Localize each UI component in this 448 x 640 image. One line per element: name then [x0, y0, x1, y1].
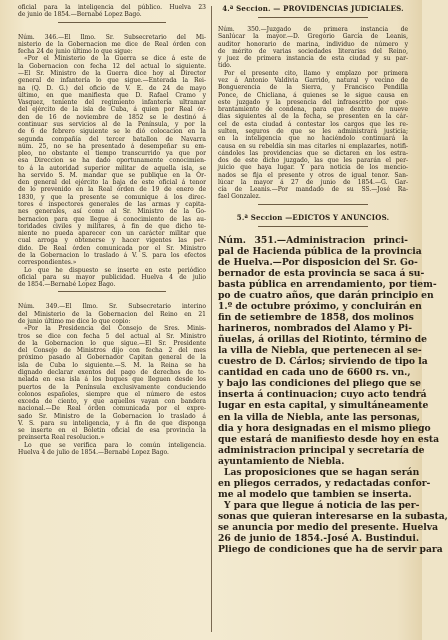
text-line: cantidad en cada uno de 6600 rs. vn.,: [218, 367, 411, 379]
right-column: [218, 0, 448, 556]
separator-rule: [258, 17, 368, 18]
text-line: na (Q. D. G.) del oficio de V. E. de 24 de mayo: [18, 84, 206, 92]
text-line: de la Gobernacion lo que sigue.—El Sr. Presidente: [18, 339, 206, 347]
notice-346: [18, 34, 206, 289]
text-line: brantamiento de condena, para que dentro de nueve: [218, 106, 408, 114]
text-line: exceda de ciento, y que aquellos vayan con bandera: [18, 398, 206, 406]
text-line: me al modelo que tambien se inserta.: [218, 488, 412, 500]
text-line: del Ministerio de la Gobernacion del Reino en 21: [18, 310, 206, 318]
intro-text: [18, 4, 206, 19]
text-line: den de 16 de noviembre de 1852 se le destinó á: [18, 113, 206, 121]
text-line: Sanlúcar la mayor.—D. Gregorio García de Leanis,: [218, 33, 408, 41]
text-line: isla de Cuba lo siguiente.—S. M. la Reina se ha: [18, 361, 206, 369]
text-line: esa Direccion se ha dado oportunamente conocimien-: [18, 157, 206, 165]
text-line: de lo prevenido en la Real órden de 19 de enero de: [18, 186, 206, 194]
text-line: pal de Hacienda pública de la provincia: [218, 245, 422, 257]
column-divider: [211, 6, 212, 632]
section-judicial-heading: 4.ª Seccion. — PROVIDENCIAS JUDICIALES.: [222, 4, 404, 13]
text-line: puertos de la Península exclusivamente conduciendo: [18, 383, 206, 391]
text-line: la villa de Niebla, que pertenecen al se-: [218, 345, 422, 357]
section-edicts-heading: 5.ª Seccion —EDICTOS Y ANUNCIOS.: [236, 212, 390, 222]
text-line: nelada en esa isla á los buques que lleguen desde los: [18, 376, 206, 384]
text-line: inserta á continuacion; cuyo acto tendrá: [218, 389, 427, 401]
text-line: harineros, nombrados del Alamo y Pi-: [218, 323, 413, 335]
left-column: [18, 0, 206, 456]
text-line: Núm. 346.—El Ilmo. Sr. Subsecretario del Mi-: [18, 33, 206, 41]
text-line: sado Sr. Ministro de la Gobernacion lo traslado á: [18, 412, 206, 420]
text-line: dido. De Real órden comunicada por el Sr. Ministro: [18, 244, 206, 252]
separator-rule: [258, 226, 368, 227]
text-line: administracion principal y secretaría de: [218, 444, 425, 456]
text-line: en la inteligencia que no haciéndolo continuará la: [218, 135, 408, 143]
text-line: que estará de manifiesto desde hoy en esta: [218, 433, 440, 445]
text-line: próximo pasado al Gobernador Capitan general de la: [18, 354, 206, 362]
notice-350: [218, 26, 408, 201]
text-line: general de infantería lo que sigue.—Enterada la Rei-: [18, 77, 206, 85]
text-line: colonos españoles, siempre que el número de estos: [18, 390, 206, 398]
text-line: Núm. 350.—Juzgado de primera instancia de: [218, 26, 408, 33]
text-line: auditor honorario de marina, individuo de número y: [218, 40, 408, 48]
text-line: del Consejo de Ministros dijo con fecha 2 del mes: [18, 347, 206, 355]
text-line: nacional.—De Real órden comunicada por el expre-: [18, 405, 206, 413]
text-line: último, en que manifiesta que D. Rafael Cramo y: [18, 91, 206, 99]
text-line: lúcar la mayor á 27 de junio de 1854.—G. Gar-: [218, 178, 408, 186]
separator-rule: [58, 22, 166, 23]
notice-351: [218, 234, 448, 556]
text-line: dia y hora designadas en el mismo pliego: [218, 422, 431, 434]
text-line: núm. 25, no se ha presentado á desempeñar su em-: [18, 142, 206, 150]
text-line: V. S. para su inteligencia, y á fin de que disponga: [18, 419, 206, 427]
text-line: sonas que quieran interesarse en la subasta,: [218, 510, 448, 522]
text-line: Las proposiciones que se hagan serán: [224, 466, 420, 478]
text-line: fael Gonzalez.: [218, 193, 261, 201]
text-line: en pliegos cerrados, y redactadas confor-: [218, 477, 431, 489]
text-line: 1.º de octubre próximo, y concluirán en: [218, 301, 422, 313]
text-line: Y para que llegue á noticia de las per-: [224, 499, 420, 511]
text-line: Núm. 351.—Administracion princi-: [218, 234, 408, 246]
text-line: de la Gobernacion lo traslado á V. S. para los efectos: [18, 252, 206, 259]
text-line: den general del ejército la baja de este oficial á tenor: [18, 179, 206, 187]
text-line: dignado declarar exentos del pago de derechos de to-: [18, 368, 206, 376]
text-line: sulten, seguros de que se les administrará justicia;: [218, 127, 408, 135]
text-line: —El Sr. Ministro de la Guerra dice hoy al Director: [18, 69, 206, 77]
text-line: cual arroga y obtenerse y hacer vigentes las per-: [18, 237, 206, 245]
text-line: tores é inspectores generales de las armas y capita-: [18, 201, 206, 209]
text-line: preinserta Real resolucion.»: [18, 434, 105, 442]
text-line: dias siguientes al de la fecha, se presenten en la cár-: [218, 113, 408, 121]
text-line: cía de Leanis.—Por mandado de su SS.—José Ra-: [218, 186, 408, 194]
text-line: basta pública en arrendamiento, por tiem-: [218, 278, 437, 290]
text-line: y bajo las condiciones del pliego que se: [218, 378, 421, 390]
text-line: Lo que he dispuesto se inserte en este periódico: [24, 266, 206, 274]
text-line: Bonguerencia de la Sierra, y Francisco Pendilla: [218, 84, 408, 92]
text-line: continuar sus servicios al de la Península, y por la: [18, 120, 206, 128]
text-line: Ponce, de Chicliana, á quienes se le sigue causa en: [218, 91, 408, 99]
text-line: y juez de primera instancia de esta ciudad y su par-: [218, 55, 408, 63]
text-line: tros se dice con fecha 5 del actual al Sr. Ministro: [18, 332, 206, 340]
text-line: la Gobernacion con fecha 12 del actual lo siguiente.: [18, 62, 206, 70]
separator-rule: [258, 204, 368, 205]
text-line: del ejército de la isla de Cuba, á quien por Real ór-: [18, 106, 206, 114]
text-line: dos de este dicho juzgado, las que les pararán el per-: [218, 157, 408, 165]
text-line: pleo, no obstante el tiempo transcurrido ya que por: [18, 150, 206, 158]
text-line: Vasquez, teniente del regimiento infantería ultramar: [18, 99, 206, 107]
text-line: bernacion para que llegue á conocimiento de las au-: [18, 215, 206, 223]
text-line: ayuntamiento de Niebla.: [218, 455, 345, 467]
text-line: 26 de junio de 1854.-José A. Bustindui.: [218, 533, 420, 545]
text-line: este juzgado y la presencia del infraescrito por que-: [218, 98, 408, 106]
text-line: cándoles las providencias que se dictaren en los estra-: [218, 149, 408, 157]
text-line: bernador de esta provincia se saca á su-: [218, 267, 425, 279]
text-line: ñuelas, á orillas del Riotinto, término de: [218, 334, 427, 346]
notice-349: [18, 303, 206, 456]
text-line: po de cuatro años, que darán principio en: [218, 289, 434, 301]
text-line: cuestro de D. Cárlos; sirviendo de tipo la: [218, 356, 428, 368]
separator-rule: [58, 291, 166, 292]
text-line: lugar en esta capital, y simultáneamente: [218, 400, 429, 412]
text-line: Pliego de condiciones que ha de servir para: [218, 544, 443, 556]
text-line: «Por el Ministerio de la Guerra se dice á este de: [24, 55, 206, 63]
text-line: ha servido S. M. mandar que se publique en la Ór-: [18, 171, 206, 179]
text-line: niente no pueda aparecer con un carácter militar que: [18, 230, 206, 238]
text-line: vez á Antonio Valdivia Garrido, natural y vecino de: [218, 76, 408, 84]
text-line: toridades civiles y militares, á fin de que dicho te-: [18, 222, 206, 230]
text-line: nados se fija el presente y otros de igual tenor. San-: [218, 171, 408, 179]
text-line: juicio que haya lugar. Y para noticia de los mencio-: [218, 164, 408, 172]
text-line: en la villa de Niebla, ante las personas,: [218, 411, 420, 423]
text-line: de 6 de febrero siguiente se le dió colocacion en la: [18, 128, 206, 136]
text-line: se anuncia por medio del presente. Huelva: [218, 521, 439, 533]
text-line: correspondientes.»: [18, 259, 77, 267]
text-line: to á la autoridad superior militar de aquella isla, se: [18, 164, 206, 172]
text-line: segunda compañía del tercer batallon de Navarra: [18, 135, 206, 143]
text-line: de Huelva.—Por disposicion del Sr. Go-: [218, 256, 418, 268]
text-line: nes generales, así como al Sr. Ministro de la Go-: [18, 208, 206, 216]
text-line: se inserte en el Boletin oficial de esa provincia la: [18, 427, 206, 435]
text-line: Núm. 349.—El Ilmo. Sr. Subsecretario interino: [18, 303, 206, 311]
text-line: Huelva 4 de julio de 1854.—Bernabé Lopez Bago.: [18, 449, 169, 457]
text-line: oficial para su mayor publicidad. Huelva 4 de julio: [18, 273, 206, 281]
text-line: 1830, y que la presente se comunique á los direc-: [18, 193, 206, 201]
text-line: de junio de 1854.—Bernabé Lopez Bago.: [18, 11, 142, 19]
text-line: tido.: [218, 62, 232, 70]
text-line: Por el presente cito, llamo y emplazo por primera: [224, 69, 408, 77]
text-line: cel de esta ciudad á contestar los cargos que les re-: [218, 120, 408, 128]
text-line: oficial para la inteligencia del público. Huelva 23: [18, 4, 206, 11]
text-line: de junio último me dice lo que copio:: [18, 317, 131, 325]
text-line: nisterio de la Gobernacion me dice de Real órden con: [18, 40, 206, 48]
text-line: fin de setiembre de 1858, dos molinos: [218, 312, 414, 324]
text-line: fecha 24 de junio último lo que sigue:: [18, 48, 133, 56]
text-line: causa en su rebeldía sin mas citarles ni emplazarles, notifi-: [218, 142, 408, 150]
text-line: de mérito de varias sociedades literarias del Reino,: [218, 47, 408, 55]
text-line: de 1854.—Bernabé Lopez Bago.: [18, 281, 116, 289]
text-line: «Por la Presidencia del Consejo de Sres. Minis-: [24, 325, 206, 333]
text-line: Lo que se verifica para lo común inteligencia.: [24, 441, 206, 449]
